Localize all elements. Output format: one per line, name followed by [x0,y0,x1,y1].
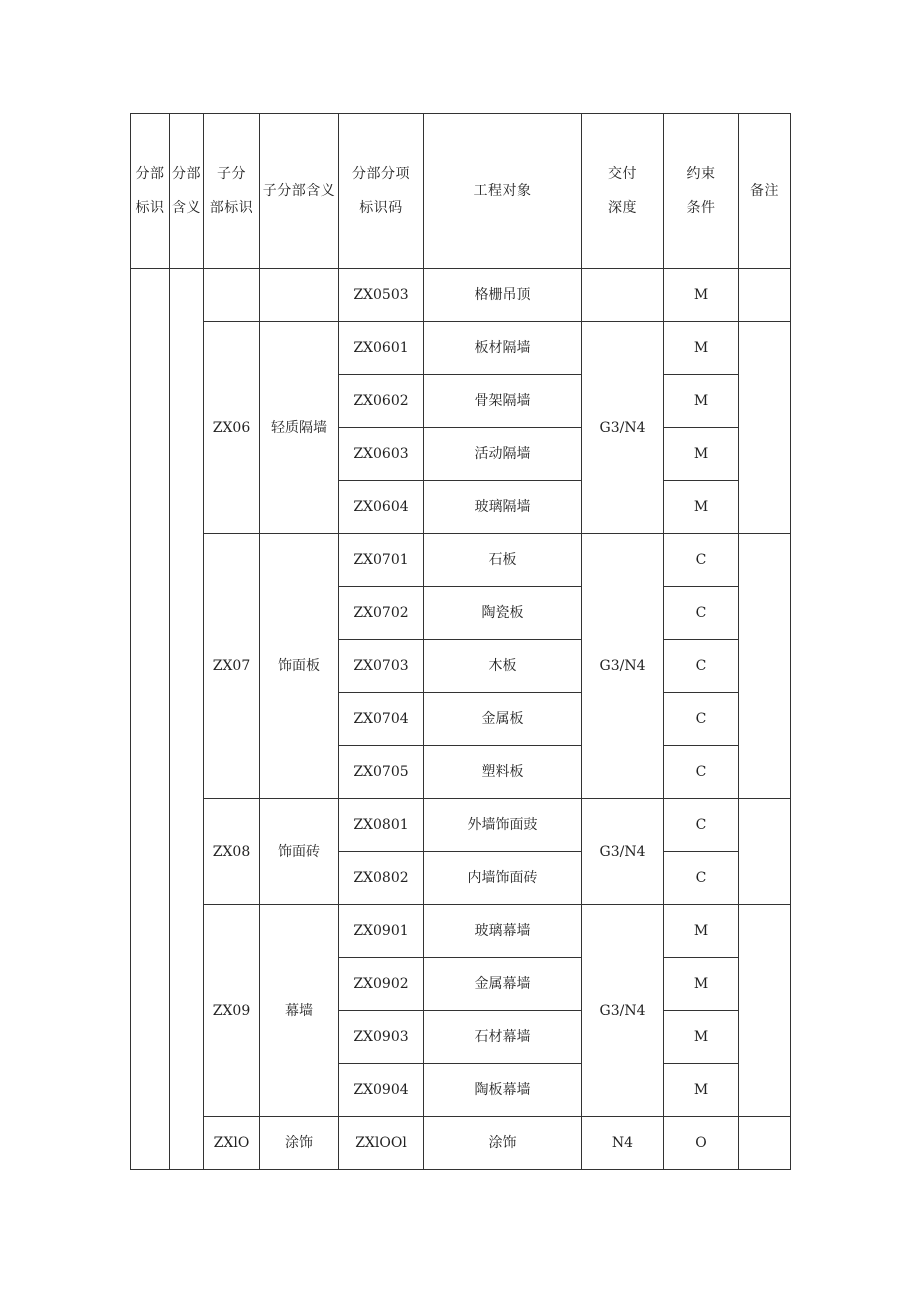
constraint-cell: C [664,640,739,693]
delivery-depth-cell: G3/N4 [582,799,664,905]
item-code-cell: ZX0703 [339,640,424,693]
subdivision-name-cell: 幕墙 [260,905,339,1117]
item-code-cell: ZX0802 [339,852,424,905]
object-cell: 格栅吊顶 [424,269,582,322]
item-code-cell: ZX0904 [339,1064,424,1117]
object-cell: 活动隔墙 [424,428,582,481]
table-row [131,534,791,587]
constraint-cell: C [664,587,739,640]
item-code-cell: ZX0604 [339,481,424,534]
object-cell: 外墙饰面豉 [424,799,582,852]
constraint-cell: C [664,534,739,587]
object-cell: 塑料板 [424,746,582,799]
remarks-cell [739,799,791,905]
header-object: 工程对象 [424,114,582,269]
remarks-cell [739,1117,791,1170]
table-row [131,269,791,322]
remarks-cell [739,269,791,322]
object-cell: 涂饰 [424,1117,582,1170]
header-row [131,114,791,269]
header-division-meaning: 分部 含义 [170,114,204,269]
item-code-cell: ZX0701 [339,534,424,587]
object-cell: 陶板幕墙 [424,1064,582,1117]
header-subdivision-meaning: 子分部含义 [260,114,339,269]
constraint-cell: C [664,693,739,746]
item-code-cell: ZX0704 [339,693,424,746]
header-delivery-depth: 交付 深度 [582,114,664,269]
header-constraint: 约束 条件 [664,114,739,269]
item-code-cell: ZX0801 [339,799,424,852]
constraint-cell: M [664,375,739,428]
subdivision-id-cell: ZX06 [204,322,260,534]
object-cell: 内墙饰面砖 [424,852,582,905]
constraint-cell: M [664,1011,739,1064]
header-subdivision-id: 子分 部标识 [204,114,260,269]
division-meaning-cell [170,269,204,1170]
constraint-cell: M [664,322,739,375]
constraint-cell: M [664,428,739,481]
division-id-cell [131,269,170,1170]
constraint-cell: C [664,799,739,852]
object-cell: 木板 [424,640,582,693]
remarks-cell [739,905,791,1117]
subdivision-id-cell: ZXlO [204,1117,260,1170]
remarks-cell [739,534,791,799]
object-cell: 石板 [424,534,582,587]
delivery-depth-cell: G3/N4 [582,322,664,534]
constraint-cell: M [664,481,739,534]
object-cell: 金属幕墙 [424,958,582,1011]
subdivision-name-cell: 涂饰 [260,1117,339,1170]
subdivision-id-cell [204,269,260,322]
item-code-cell: ZX0601 [339,322,424,375]
subdivision-name-cell: 饰面砖 [260,799,339,905]
object-cell: 玻璃隔墙 [424,481,582,534]
delivery-depth-cell: G3/N4 [582,905,664,1117]
item-code-cell: ZX0503 [339,269,424,322]
subdivision-id-cell: ZX08 [204,799,260,905]
subdivision-name-cell [260,269,339,322]
constraint-cell: C [664,746,739,799]
header-division-id: 分部 标识 [131,114,170,269]
table-row [131,905,791,958]
item-code-cell: ZX0602 [339,375,424,428]
constraint-cell: M [664,958,739,1011]
constraint-cell: O [664,1117,739,1170]
object-cell: 骨架隔墙 [424,375,582,428]
header-item-code: 分部分项 标识码 [339,114,424,269]
constraint-cell: M [664,905,739,958]
object-cell: 金属板 [424,693,582,746]
remarks-cell [739,322,791,534]
classification-table [130,113,791,1170]
item-code-cell: ZX0705 [339,746,424,799]
delivery-depth-cell [582,269,664,322]
object-cell: 玻璃幕墙 [424,905,582,958]
item-code-cell: ZX0903 [339,1011,424,1064]
table-row [131,1117,791,1170]
item-code-cell: ZXlOOl [339,1117,424,1170]
item-code-cell: ZX0902 [339,958,424,1011]
item-code-cell: ZX0603 [339,428,424,481]
object-cell: 陶瓷板 [424,587,582,640]
constraint-cell: M [664,269,739,322]
table-row [131,799,791,852]
subdivision-name-cell: 轻质隔墙 [260,322,339,534]
item-code-cell: ZX0702 [339,587,424,640]
delivery-depth-cell: N4 [582,1117,664,1170]
table-row [131,322,791,375]
delivery-depth-cell: G3/N4 [582,534,664,799]
subdivision-name-cell: 饰面板 [260,534,339,799]
constraint-cell: M [664,1064,739,1117]
object-cell: 板材隔墙 [424,322,582,375]
header-remarks: 备注 [739,114,791,269]
object-cell: 石材幕墙 [424,1011,582,1064]
item-code-cell: ZX0901 [339,905,424,958]
constraint-cell: C [664,852,739,905]
subdivision-id-cell: ZX07 [204,534,260,799]
subdivision-id-cell: ZX09 [204,905,260,1117]
